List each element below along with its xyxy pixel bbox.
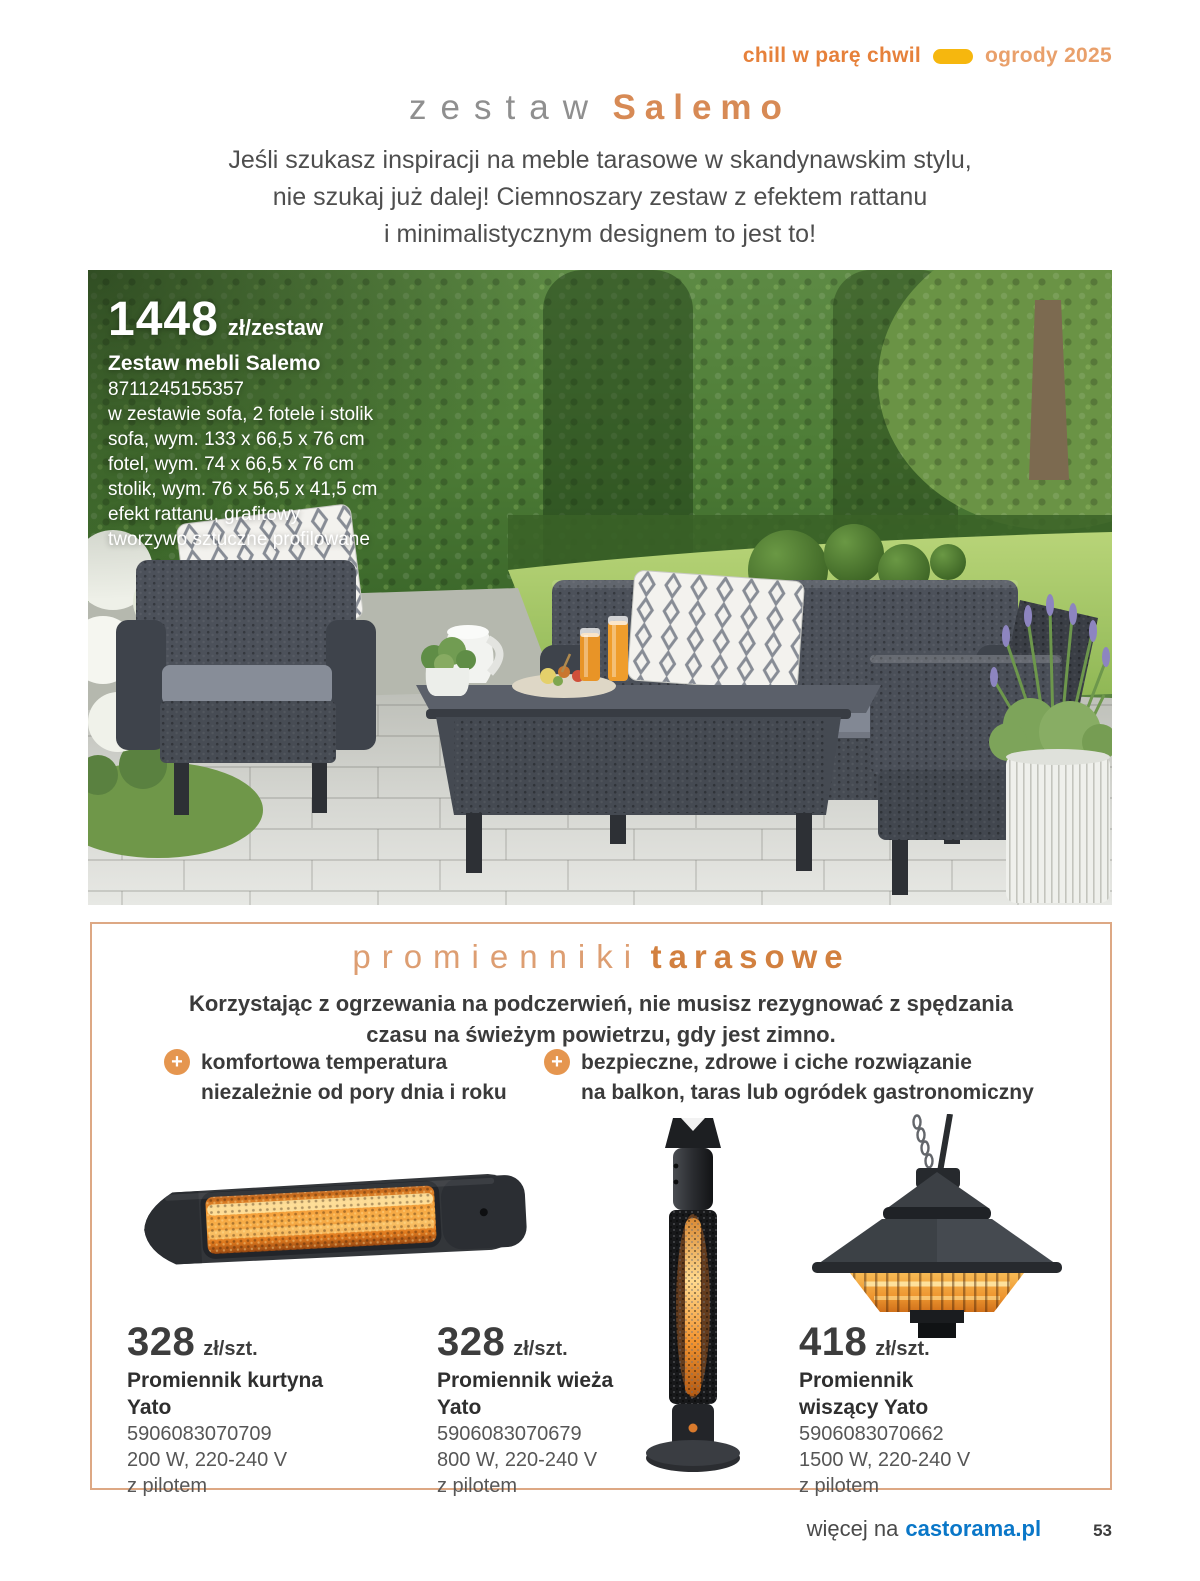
section-lead-line: Korzystając z ogrzewania na podczerwień, nie musisz rezygnować z spędzania	[188, 991, 1014, 1016]
section-title	[92, 938, 1110, 976]
section-box	[90, 922, 1112, 1497]
product-ean: 5906083070679	[437, 1423, 582, 1445]
title-word-light: zestaw	[409, 88, 602, 127]
benefit-text	[201, 1048, 507, 1108]
brand-pill-icon	[933, 49, 973, 64]
intro-line: nie szukaj już dalej! Ciemnoszary zestaw z efektem rattanu	[272, 183, 928, 211]
section-title-accent: tarasowe	[650, 938, 850, 975]
hero-product-detail: stolik, wym. 76 x 56,5 x 41,5 cm	[108, 479, 378, 500]
product-name-line: Promiennik wieża	[437, 1369, 614, 1392]
intro-line: i minimalistycznym designem to jest to!	[383, 220, 817, 248]
section-title-light: promienniki	[352, 938, 643, 975]
page-header	[743, 44, 1112, 68]
section-lead	[92, 988, 1110, 1050]
hero-product-detail: fotel, wym. 74 x 66,5 x 76 cm	[108, 454, 355, 475]
product-name-line: Yato	[127, 1396, 172, 1419]
product-ean: 5906083070662	[799, 1423, 944, 1445]
product-power: 800 W, 220-240 V	[437, 1449, 598, 1471]
hero-photo	[88, 270, 1112, 905]
hero-price: 1448	[108, 293, 219, 346]
product-price: 418	[799, 1320, 868, 1364]
hero-product-detail: sofa, wym. 133 x 66,5 x 76 cm	[108, 429, 365, 450]
plus-icon: +	[164, 1049, 190, 1075]
title-word-accent: Salemo	[612, 88, 791, 127]
product-unit: zł/szt.	[203, 1338, 258, 1360]
product-card	[799, 1320, 1099, 1499]
page-number: 53	[1093, 1521, 1112, 1540]
benefit-item	[164, 1048, 507, 1108]
hero-product-name: Zestaw mebli Salemo	[108, 352, 321, 375]
header-edition: ogrody 2025	[984, 44, 1112, 67]
product-name-line: Yato	[437, 1396, 482, 1419]
benefit-line: komfortowa temperatura	[201, 1051, 448, 1074]
product-ean: 5906083070709	[127, 1423, 272, 1445]
hero-price-unit: zł/zestaw	[227, 315, 324, 340]
plus-icon: +	[544, 1049, 570, 1075]
lavender-planter	[989, 594, 1112, 903]
product-name	[127, 1367, 427, 1421]
benefit-item	[544, 1048, 1034, 1108]
heater-hanging-image	[798, 1114, 1076, 1342]
benefit-line: na balkon, taras lub ogródek gastronomiczny	[581, 1081, 1034, 1104]
product-power: 200 W, 220-240 V	[127, 1449, 288, 1471]
product-name	[799, 1367, 1099, 1421]
product-feature: z pilotem	[799, 1475, 880, 1497]
hero-product-info	[108, 292, 377, 552]
hero-product-detail: tworzywo sztuczne profilowane	[108, 529, 370, 550]
intro-line: Jeśli szukasz inspiracji na meble tarasowe w skandynawskim stylu,	[228, 146, 972, 174]
product-unit: zł/szt.	[513, 1338, 568, 1360]
product-name-line: Promiennik	[799, 1369, 914, 1392]
header-tagline: chill w parę chwil	[742, 44, 921, 67]
product-price: 328	[127, 1320, 196, 1364]
product-feature: z pilotem	[437, 1475, 518, 1497]
product-feature: z pilotem	[127, 1475, 208, 1497]
benefit-line: niezależnie od pory dnia i roku	[201, 1081, 507, 1104]
footer	[807, 1516, 1112, 1542]
product-name-line: wiszący Yato	[799, 1396, 929, 1419]
product-price: 328	[437, 1320, 506, 1364]
product-name-line: Promiennik kurtyna	[127, 1369, 324, 1392]
benefit-text	[581, 1048, 1034, 1108]
product-card	[437, 1320, 737, 1499]
product-name	[437, 1367, 737, 1421]
hero-product-detail: w zestawie sofa, 2 fotele i stolik	[108, 404, 374, 425]
benefit-line: bezpieczne, zdrowe i ciche rozwiązanie	[581, 1051, 972, 1074]
product-power: 1500 W, 220-240 V	[799, 1449, 971, 1471]
section-lead-line: czasu na świeżym powietrzu, gdy jest zimno.	[366, 1022, 836, 1047]
intro-text	[0, 142, 1200, 253]
product-card	[127, 1320, 427, 1499]
footer-more-label: więcej na	[806, 1516, 899, 1541]
heater-curtain-image	[140, 1162, 532, 1278]
footer-site-link[interactable]: castorama.pl	[905, 1516, 1042, 1541]
hero-product-detail: efekt rattanu, grafitowy	[108, 504, 301, 525]
page-title	[0, 88, 1200, 128]
product-unit: zł/szt.	[875, 1338, 930, 1360]
hero-product-ean: 8711245155357	[108, 379, 244, 400]
